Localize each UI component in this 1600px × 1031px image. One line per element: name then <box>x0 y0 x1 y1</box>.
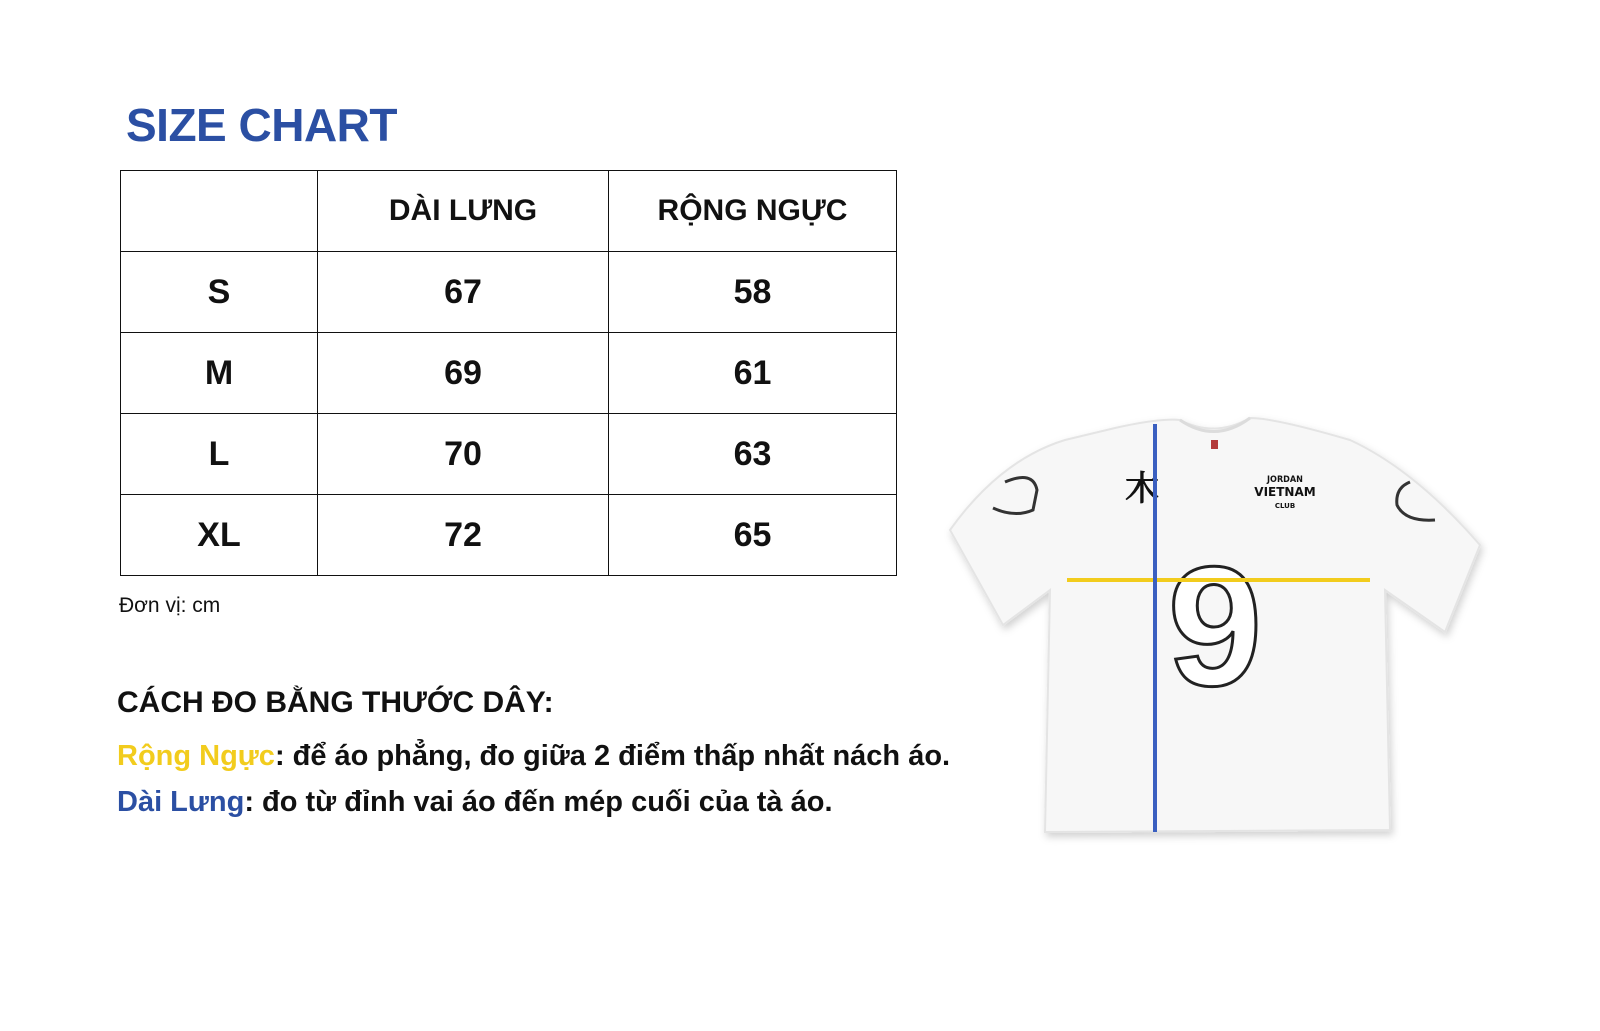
table-row <box>121 252 897 333</box>
table-header-row <box>121 171 897 252</box>
shirt-illustration <box>945 410 1490 840</box>
length-cell: 69 <box>318 333 609 414</box>
length-cell: 67 <box>318 252 609 333</box>
table-row <box>121 333 897 414</box>
brand-line-3: CLUB <box>1274 502 1296 510</box>
chest-cell: 65 <box>609 495 897 576</box>
howto-title: CÁCH ĐO BẰNG THƯỚC DÂY: <box>117 686 554 719</box>
header-length: DÀI LƯNG <box>318 171 609 252</box>
size-cell: XL <box>121 495 318 576</box>
chest-cell: 58 <box>609 252 897 333</box>
chest-cell: 61 <box>609 333 897 414</box>
length-cell: 70 <box>318 414 609 495</box>
chest-cell: 63 <box>609 414 897 495</box>
table-row <box>121 414 897 495</box>
brand-line-1: JORDAN <box>1267 475 1303 485</box>
unit-note: Đơn vị: cm <box>119 594 221 617</box>
size-cell: M <box>121 333 318 414</box>
brand-line-2: VIETNAM <box>1254 485 1316 499</box>
size-cell: S <box>121 252 318 333</box>
chest-logo: 木 <box>1125 469 1159 509</box>
header-size <box>121 171 318 252</box>
length-term: Dài Lưng <box>117 786 245 818</box>
chest-instruction <box>117 740 951 773</box>
header-chest: RỘNG NGỰC <box>609 171 897 252</box>
neck-tag <box>1211 440 1218 449</box>
length-desc: : đo từ đỉnh vai áo đến mép cuối của tà áo. <box>244 786 833 818</box>
chest-desc: : để áo phẳng, đo giữa 2 điểm thấp nhất nách áo. <box>274 740 951 772</box>
shirt-number: 9 <box>1167 532 1263 722</box>
size-table <box>120 170 897 576</box>
size-cell: L <box>121 414 318 495</box>
length-cell: 72 <box>318 495 609 576</box>
chest-term: Rộng Ngực <box>117 740 275 772</box>
table-row <box>121 495 897 576</box>
page-title: SIZE CHART <box>126 99 397 151</box>
length-instruction <box>117 786 877 819</box>
shirt-svg <box>945 410 1490 840</box>
